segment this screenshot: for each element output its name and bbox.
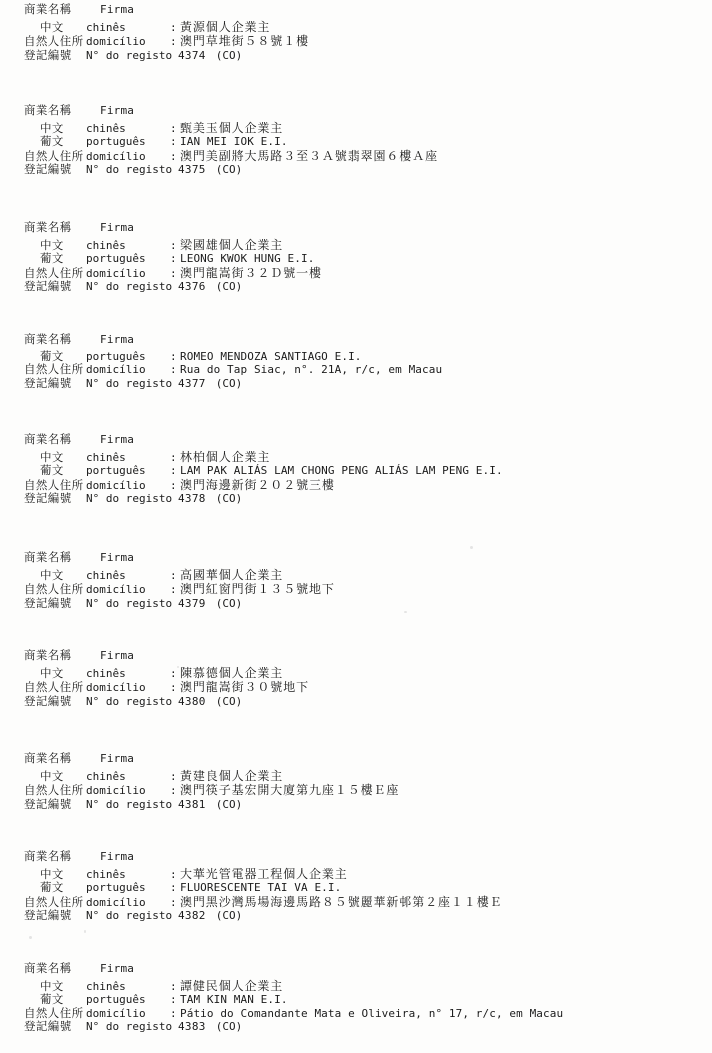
entry-header <box>24 334 442 346</box>
label-registration-pt: N° do registo <box>86 596 173 610</box>
row-registration <box>24 910 503 922</box>
row-chinese-name <box>24 980 563 993</box>
colon-separator: : <box>170 769 177 783</box>
colon-separator: : <box>170 666 177 680</box>
label-registration-cn: 登記編號 <box>24 279 72 293</box>
label-firm-name-cn: 商業名稱 <box>24 961 72 975</box>
label-registration-cn: 登記編號 <box>24 375 72 390</box>
label-address-pt: domicílio <box>86 478 146 492</box>
value-chinese-name: 譚健民個人企業主 <box>180 978 284 993</box>
label-firm-name-cn: 商業名稱 <box>24 2 72 16</box>
value-portuguese-name: FLUORESCENTE TAI VA E.I. <box>180 881 342 894</box>
value-address: 澳門草堆街５８號１樓 <box>180 34 310 48</box>
label-firm-name-pt: Firma <box>100 3 135 16</box>
registry-entry <box>0 334 442 389</box>
label-portuguese-cn: 葡文 <box>40 251 64 265</box>
label-firm-name-pt: Firma <box>100 551 135 564</box>
label-portuguese-pt: português <box>86 881 146 894</box>
row-chinese-name <box>24 770 399 783</box>
label-registration-pt: N° do registo <box>86 48 173 62</box>
colon-separator: : <box>170 784 177 797</box>
value-registration-number: 4381 <box>178 797 206 811</box>
label-address-pt: domicílio <box>86 681 146 694</box>
label-firm-name-cn: 商業名稱 <box>24 648 72 662</box>
entry-header <box>24 753 399 765</box>
colon-separator: : <box>170 568 177 582</box>
label-address-pt: domicílio <box>86 784 146 797</box>
label-registration-cn: 登記編號 <box>24 908 72 922</box>
registry-entry <box>0 552 335 609</box>
label-chinese-pt: chinês <box>86 20 126 34</box>
value-registration-suffix: (CO) <box>215 1020 243 1033</box>
registry-entry <box>0 851 503 922</box>
label-portuguese-cn: 葡文 <box>40 992 64 1006</box>
colon-separator: : <box>170 895 177 909</box>
label-chinese-pt: chinês <box>86 568 126 582</box>
registry-entry <box>0 753 399 810</box>
entry-header <box>24 4 309 16</box>
value-chinese-name: 高國華個人企業主 <box>180 567 284 582</box>
row-portuguese-name <box>24 348 442 363</box>
label-registration-pt: N° do registo <box>86 376 173 390</box>
row-address <box>24 1005 564 1020</box>
label-chinese-cn: 中文 <box>40 665 64 680</box>
value-address: 澳門龍嵩街３０號地下 <box>180 680 310 694</box>
value-registration-suffix: (CO) <box>215 797 243 811</box>
row-address <box>24 681 309 694</box>
label-portuguese-pt: português <box>86 993 146 1006</box>
row-address <box>24 784 399 797</box>
row-chinese-name <box>24 239 322 252</box>
colon-separator: : <box>170 450 177 464</box>
label-address-pt: domicílio <box>86 266 146 280</box>
label-registration-cn: 登記編號 <box>24 162 72 176</box>
registry-entry <box>0 650 309 707</box>
value-registration-number: 4376 <box>178 280 206 293</box>
label-address-cn: 自然人住所 <box>24 1005 84 1020</box>
label-address-pt: domicílio <box>86 149 146 163</box>
label-firm-name-cn: 商業名稱 <box>24 332 72 346</box>
label-firm-name-pt: Firma <box>100 333 135 346</box>
value-address: 澳門黑沙灣馬場海邊馬路８５號麗華新邨第２座１１樓Ｅ <box>180 894 503 909</box>
colon-separator: : <box>170 881 177 894</box>
label-firm-name-pt: Firma <box>100 850 135 863</box>
label-portuguese-cn: 葡文 <box>40 134 64 148</box>
colon-separator: : <box>170 478 177 492</box>
row-chinese-name <box>24 451 503 464</box>
value-registration-suffix: (CO) <box>215 163 243 176</box>
scan-speckle <box>84 930 86 933</box>
value-chinese-name: 黃建良個人企業主 <box>180 768 284 783</box>
value-portuguese-name: LEONG KWOK HUNG E.I. <box>180 252 315 265</box>
value-address: 澳門筷子基宏開大廈第九座１５樓Ｅ座 <box>180 783 400 797</box>
value-chinese-name: 林柏個人企業主 <box>180 449 271 464</box>
value-address: 澳門紅窗門街１３５號地下 <box>180 582 335 596</box>
label-registration-cn: 登記編號 <box>24 693 72 708</box>
row-registration <box>24 796 399 811</box>
label-registration-pt: N° do registo <box>86 492 173 505</box>
value-address: 澳門海邊新街２０２號三樓 <box>180 477 335 492</box>
label-firm-name-pt: Firma <box>100 649 135 662</box>
label-chinese-cn: 中文 <box>40 237 64 252</box>
colon-separator: : <box>170 681 177 694</box>
colon-separator: : <box>170 266 177 280</box>
registry-entry <box>0 222 322 293</box>
value-chinese-name: 黃源個人企業主 <box>180 19 271 34</box>
value-registration-number: 4375 <box>178 163 206 176</box>
label-chinese-pt: chinês <box>86 769 126 783</box>
label-chinese-cn: 中文 <box>40 978 64 993</box>
colon-separator: : <box>170 979 177 993</box>
value-chinese-name: 梁國雄個人企業主 <box>180 237 284 252</box>
label-registration-cn: 登記編號 <box>24 1019 72 1033</box>
label-registration-pt: N° do registo <box>86 694 173 708</box>
label-address-cn: 自然人住所 <box>24 148 84 163</box>
label-address-cn: 自然人住所 <box>24 34 84 48</box>
label-firm-name-cn: 商業名稱 <box>24 751 72 765</box>
row-address <box>24 35 309 48</box>
value-chinese-name: 甄美玉個人企業主 <box>180 120 284 135</box>
value-registration-suffix: (CO) <box>215 376 243 390</box>
colon-separator: : <box>170 238 177 252</box>
row-portuguese-name <box>24 253 322 265</box>
label-firm-name-pt: Firma <box>100 752 135 765</box>
row-registration <box>24 493 503 505</box>
colon-separator: : <box>170 1006 177 1020</box>
row-address <box>24 583 335 596</box>
row-portuguese-name <box>24 994 563 1006</box>
value-registration-suffix: (CO) <box>215 694 243 708</box>
registry-entry <box>0 963 563 1033</box>
label-chinese-pt: chinês <box>86 238 126 252</box>
row-address <box>24 479 503 492</box>
value-address: 澳門美副將大馬路３至３Ａ號翡翠園６樓Ａ座 <box>180 148 439 163</box>
label-registration-pt: N° do registo <box>86 909 173 922</box>
colon-separator: : <box>170 135 177 148</box>
label-chinese-cn: 中文 <box>40 19 64 34</box>
label-firm-name-cn: 商業名稱 <box>24 220 72 234</box>
label-chinese-pt: chinês <box>86 666 126 680</box>
colon-separator: : <box>170 252 177 265</box>
colon-separator: : <box>170 35 177 48</box>
label-registration-cn: 登記編號 <box>24 491 72 505</box>
label-chinese-cn: 中文 <box>40 866 64 881</box>
row-chinese-name <box>24 868 503 881</box>
colon-separator: : <box>170 20 177 34</box>
label-address-cn: 自然人住所 <box>24 265 84 280</box>
registry-entry <box>0 105 438 176</box>
value-chinese-name: 陳慕德個人企業主 <box>180 665 284 680</box>
label-address-pt: domicílio <box>86 583 146 596</box>
entry-header <box>24 434 503 446</box>
row-registration <box>24 1021 563 1033</box>
label-registration-pt: N° do registo <box>86 280 173 293</box>
value-registration-suffix: (CO) <box>215 909 243 922</box>
value-registration-number: 4383 <box>178 1020 206 1033</box>
row-registration <box>24 693 309 708</box>
row-portuguese-name <box>24 882 503 894</box>
label-firm-name-cn: 商業名稱 <box>24 849 72 863</box>
label-chinese-cn: 中文 <box>40 120 64 135</box>
colon-separator: : <box>170 363 177 376</box>
scan-speckle <box>404 611 407 613</box>
value-registration-number: 4379 <box>178 596 206 610</box>
label-chinese-cn: 中文 <box>40 449 64 464</box>
label-portuguese-pt: português <box>86 135 146 148</box>
scan-speckle <box>470 546 473 549</box>
label-chinese-pt: chinês <box>86 450 126 464</box>
value-registration-suffix: (CO) <box>215 48 243 62</box>
colon-separator: : <box>170 121 177 135</box>
row-registration <box>24 595 335 610</box>
colon-separator: : <box>170 867 177 881</box>
label-portuguese-pt: português <box>86 464 146 477</box>
label-address-pt: domicílio <box>86 895 146 909</box>
value-registration-suffix: (CO) <box>215 492 243 505</box>
scan-speckle <box>29 936 32 939</box>
row-address <box>24 364 442 376</box>
label-address-cn: 自然人住所 <box>24 362 84 376</box>
row-address <box>24 896 503 909</box>
label-address-cn: 自然人住所 <box>24 680 84 694</box>
value-address: Pátio do Comandante Mata e Oliveira, n° 17, r/c, em Macau <box>180 1006 564 1020</box>
colon-separator: : <box>170 583 177 596</box>
value-address: Rua do Tap Siac, n°. 21A, r/c, em Macau <box>180 363 443 376</box>
entry-header <box>24 963 563 975</box>
value-address: 澳門龍嵩街３２Ｄ號一樓 <box>180 265 322 280</box>
row-chinese-name <box>24 21 309 34</box>
label-portuguese-cn: 葡文 <box>40 463 64 477</box>
row-registration <box>24 375 442 390</box>
label-firm-name-cn: 商業名稱 <box>24 432 72 446</box>
label-registration-cn: 登記編號 <box>24 796 72 811</box>
value-registration-suffix: (CO) <box>215 596 243 610</box>
colon-separator: : <box>170 993 177 1006</box>
row-portuguese-name <box>24 465 503 477</box>
label-address-pt: domicílio <box>86 35 146 48</box>
value-portuguese-name: TAM KIN MAN E.I. <box>180 993 288 1006</box>
label-address-cn: 自然人住所 <box>24 783 84 797</box>
label-portuguese-pt: português <box>86 252 146 265</box>
value-registration-number: 4378 <box>178 492 206 505</box>
label-chinese-pt: chinês <box>86 121 126 135</box>
colon-separator: : <box>170 149 177 163</box>
label-chinese-cn: 中文 <box>40 567 64 582</box>
registry-entry <box>0 434 503 505</box>
row-chinese-name <box>24 122 438 135</box>
label-firm-name-cn: 商業名稱 <box>24 103 72 117</box>
label-chinese-pt: chinês <box>86 979 126 993</box>
row-chinese-name <box>24 667 309 680</box>
label-address-cn: 自然人住所 <box>24 582 84 596</box>
row-address <box>24 150 438 163</box>
label-firm-name-cn: 商業名稱 <box>24 550 72 564</box>
label-address-cn: 自然人住所 <box>24 894 84 909</box>
label-registration-pt: N° do registo <box>86 1020 173 1033</box>
registry-entry <box>0 4 309 61</box>
row-registration <box>24 164 438 176</box>
label-portuguese-pt: português <box>86 349 146 363</box>
row-portuguese-name <box>24 136 438 148</box>
label-address-cn: 自然人住所 <box>24 477 84 492</box>
colon-separator: : <box>170 464 177 477</box>
row-registration <box>24 281 322 293</box>
label-portuguese-cn: 葡文 <box>40 880 64 894</box>
row-chinese-name <box>24 569 335 582</box>
value-portuguese-name: ROMEO MENDOZA SANTIAGO E.I. <box>180 349 362 363</box>
label-registration-cn: 登記編號 <box>24 47 72 62</box>
label-registration-pt: N° do registo <box>86 797 173 811</box>
row-address <box>24 267 322 280</box>
label-firm-name-pt: Firma <box>100 104 135 117</box>
label-firm-name-pt: Firma <box>100 433 135 446</box>
colon-separator: : <box>170 349 177 363</box>
value-registration-number: 4374 <box>178 48 206 62</box>
value-chinese-name: 大華光管電器工程個人企業主 <box>180 866 348 881</box>
entry-header <box>24 222 322 234</box>
value-portuguese-name: IAN MEI IOK E.I. <box>180 135 288 148</box>
entry-header <box>24 650 309 662</box>
value-registration-number: 4377 <box>178 376 206 390</box>
label-chinese-cn: 中文 <box>40 768 64 783</box>
label-registration-pt: N° do registo <box>86 163 173 176</box>
entry-header <box>24 105 438 117</box>
value-registration-number: 4382 <box>178 909 206 922</box>
entry-header <box>24 851 503 863</box>
label-firm-name-pt: Firma <box>100 962 135 975</box>
value-portuguese-name: LAM PAK ALIÁS LAM CHONG PENG ALIÁS LAM PENG E.I. <box>180 464 503 477</box>
label-address-pt: domicílio <box>86 363 146 376</box>
label-portuguese-cn: 葡文 <box>40 348 64 363</box>
value-registration-number: 4380 <box>178 694 206 708</box>
row-registration <box>24 47 309 62</box>
entry-header <box>24 552 335 564</box>
label-address-pt: domicílio <box>86 1006 146 1020</box>
value-registration-suffix: (CO) <box>215 280 243 293</box>
label-chinese-pt: chinês <box>86 867 126 881</box>
label-firm-name-pt: Firma <box>100 221 135 234</box>
label-registration-cn: 登記編號 <box>24 595 72 610</box>
